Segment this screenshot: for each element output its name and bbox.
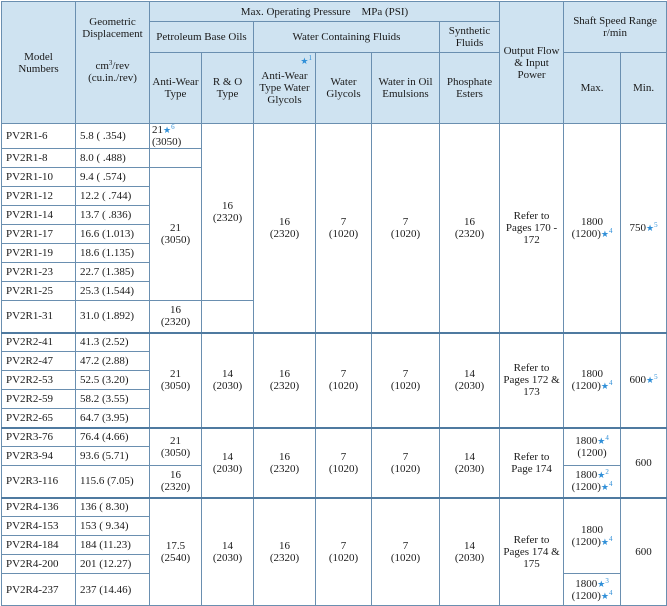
displacement: 93.6 (5.71): [76, 447, 150, 466]
water-glycol-pressure: 7 (1020): [316, 428, 372, 498]
output-flow-reference: Refer to Pages 174 & 175: [500, 498, 564, 606]
header-water-containing-fluids: Water Containing Fluids: [254, 22, 440, 53]
displacement: 25.3 (1.544): [76, 282, 150, 301]
speed-max: 1800★$^4$ (1200): [564, 428, 621, 466]
water-oil-pressure: 7 (1020): [372, 124, 440, 333]
model-number: PV2R4-184: [2, 536, 76, 555]
header-phosphate-esters: Phosphate Esters: [440, 53, 500, 124]
speed-max: 1800★$^2$ (1200)★$^4$: [564, 466, 621, 498]
ro-pressure: [202, 301, 254, 333]
displacement: 41.3 (2.52): [76, 333, 150, 352]
displacement: 16.6 (1.013): [76, 225, 150, 244]
displacement: 201 (12.27): [76, 555, 150, 574]
displacement: 47.2 (2.88): [76, 352, 150, 371]
aw-glycol-pressure: 16 (2320): [254, 333, 316, 428]
note-star-icon: ★$^5$: [646, 220, 658, 233]
anti-wear-pressure: 21 (3050): [150, 428, 202, 466]
displacement: 136 ( 8.30): [76, 498, 150, 517]
header-water-glycols: Water Glycols: [316, 53, 372, 124]
output-flow-reference: Refer to Page 174: [500, 428, 564, 498]
displacement: 9.4 ( .574): [76, 168, 150, 187]
model-number: PV2R1-31: [2, 301, 76, 333]
header-model-numbers: Model Numbers: [2, 2, 76, 124]
header-shaft-speed-range: Shaft Speed Range r/min: [564, 2, 667, 53]
note-star-icon: ★$^1$: [300, 54, 312, 66]
anti-wear-pressure: 21★$^6$ (3050): [150, 124, 202, 149]
model-number: PV2R2-53: [2, 371, 76, 390]
speed-min: 750★$^5$: [621, 124, 667, 333]
model-number: PV2R4-237: [2, 574, 76, 606]
displacement: 115.6 (7.05): [76, 466, 150, 498]
model-number: PV2R2-47: [2, 352, 76, 371]
model-number: PV2R3-116: [2, 466, 76, 498]
displacement: 22.7 (1.385): [76, 263, 150, 282]
note-star-icon: ★$^4$: [597, 433, 609, 446]
model-number: PV2R4-153: [2, 517, 76, 536]
model-number: PV2R2-65: [2, 409, 76, 428]
ro-pressure: 14 (2030): [202, 428, 254, 498]
displacement: 18.6 (1.135): [76, 244, 150, 263]
water-oil-pressure: 7 (1020): [372, 498, 440, 606]
header-water-in-oil-emulsions: Water in Oil Emulsions: [372, 53, 440, 124]
specification-table: [1, 1, 667, 606]
displacement: 237 (14.46): [76, 574, 150, 606]
anti-wear-pressure: 16 (2320): [150, 301, 202, 333]
anti-wear-pressure: 21 (3050): [150, 333, 202, 428]
displacement: 58.2 (3.55): [76, 390, 150, 409]
model-number: PV2R1-6: [2, 124, 76, 149]
note-star-icon: ★$^5$: [646, 373, 658, 385]
model-number: PV2R1-25: [2, 282, 76, 301]
model-number: PV2R3-76: [2, 428, 76, 447]
displacement: 76.4 (4.66): [76, 428, 150, 447]
anti-wear-pressure: 21 (3050): [150, 168, 202, 301]
table-row: [2, 428, 667, 447]
water-oil-pressure: 7 (1020): [372, 428, 440, 498]
speed-max: 1800 (1200)★$^4$: [564, 124, 621, 333]
table-row: [2, 333, 667, 352]
water-glycol-pressure: 7 (1020): [316, 498, 372, 606]
anti-wear-pressure: 16 (2320): [150, 466, 202, 498]
model-number: PV2R2-59: [2, 390, 76, 409]
model-number: PV2R1-12: [2, 187, 76, 206]
model-number: PV2R1-8: [2, 149, 76, 168]
displacement: 5.8 ( .354): [76, 124, 150, 149]
model-number: PV2R4-200: [2, 555, 76, 574]
displacement: 8.0 ( .488): [76, 149, 150, 168]
header-synthetic-fluids: Synthetic Fluids: [440, 22, 500, 53]
phosphate-pressure: 14 (2030): [440, 333, 500, 428]
aw-glycol-pressure: 16 (2320): [254, 498, 316, 606]
water-oil-pressure: 7 (1020): [372, 333, 440, 428]
header-speed-max: Max.: [564, 53, 621, 124]
model-number: PV2R2-41: [2, 333, 76, 352]
water-glycol-pressure: 7 (1020): [316, 124, 372, 333]
note-star-icon: ★$^4$: [600, 588, 613, 601]
model-number: PV2R1-23: [2, 263, 76, 282]
water-glycol-pressure: 7 (1020): [316, 333, 372, 428]
phosphate-pressure: 14 (2030): [440, 498, 500, 606]
output-flow-reference: Refer to Pages 172 & 173: [500, 333, 564, 428]
header-output-flow: Output Flow & Input Power: [500, 2, 564, 124]
output-flow-reference: Refer to Pages 170 - 172: [500, 124, 564, 333]
displacement: 153 ( 9.34): [76, 517, 150, 536]
ro-pressure: 14 (2030): [202, 498, 254, 606]
model-number: PV2R1-10: [2, 168, 76, 187]
displacement: 52.5 (3.20): [76, 371, 150, 390]
note-star-icon: ★$^2$: [597, 468, 609, 481]
aw-glycol-pressure: 16 (2320): [254, 124, 316, 333]
model-number: PV2R1-19: [2, 244, 76, 263]
ro-pressure: 14 (2030): [202, 333, 254, 428]
table-row: [2, 498, 667, 517]
speed-min: 600★$^5$: [621, 333, 667, 428]
anti-wear-pressure: [150, 149, 202, 168]
displacement: 12.2 ( .744): [76, 187, 150, 206]
note-star-icon: ★$^4$: [600, 480, 613, 493]
header-petroleum-base-oils: Petroleum Base Oils: [150, 22, 254, 53]
note-star-icon: ★$^4$: [600, 534, 613, 547]
header-speed-min: Min.: [621, 53, 667, 124]
note-star-icon: ★$^3$: [597, 576, 609, 589]
note-star-icon: ★$^6$: [163, 123, 175, 135]
displacement: 64.7 (3.95): [76, 409, 150, 428]
note-star-icon: ★$^4$: [600, 379, 613, 391]
table-row: [2, 124, 667, 149]
displacement: 31.0 (1.892): [76, 301, 150, 333]
header-max-operating-pressure: Max. Operating Pressure MPa (PSI): [150, 2, 500, 22]
speed-min: 600: [621, 498, 667, 606]
phosphate-pressure: 14 (2030): [440, 428, 500, 498]
model-number: PV2R4-136: [2, 498, 76, 517]
model-number: PV2R1-14: [2, 206, 76, 225]
displacement: 13.7 ( .836): [76, 206, 150, 225]
model-number: PV2R3-94: [2, 447, 76, 466]
header-r-and-o-type: R & O Type: [202, 53, 254, 124]
note-star-icon: ★$^4$: [600, 226, 613, 239]
model-number: PV2R1-17: [2, 225, 76, 244]
speed-max: 1800 (1200)★$^4$: [564, 333, 621, 428]
speed-max: 1800 (1200)★$^4$: [564, 498, 621, 574]
phosphate-pressure: 16 (2320): [440, 124, 500, 333]
anti-wear-pressure: 17.5 (2540): [150, 498, 202, 606]
header-anti-wear-type: Anti-Wear Type: [150, 53, 202, 124]
speed-max: 1800★$^3$ (1200)★$^4$: [564, 574, 621, 606]
header-geometric-displacement: Geometric Displacement $cm^3$/rev (cu.in./rev): [76, 2, 150, 124]
speed-min: 600: [621, 428, 667, 498]
header-anti-wear-water-glycols: Anti-Wear Type Water Glycols ★$^1$: [254, 53, 316, 124]
ro-pressure: 16 (2320): [202, 124, 254, 301]
aw-glycol-pressure: 16 (2320): [254, 428, 316, 498]
displacement: 184 (11.23): [76, 536, 150, 555]
